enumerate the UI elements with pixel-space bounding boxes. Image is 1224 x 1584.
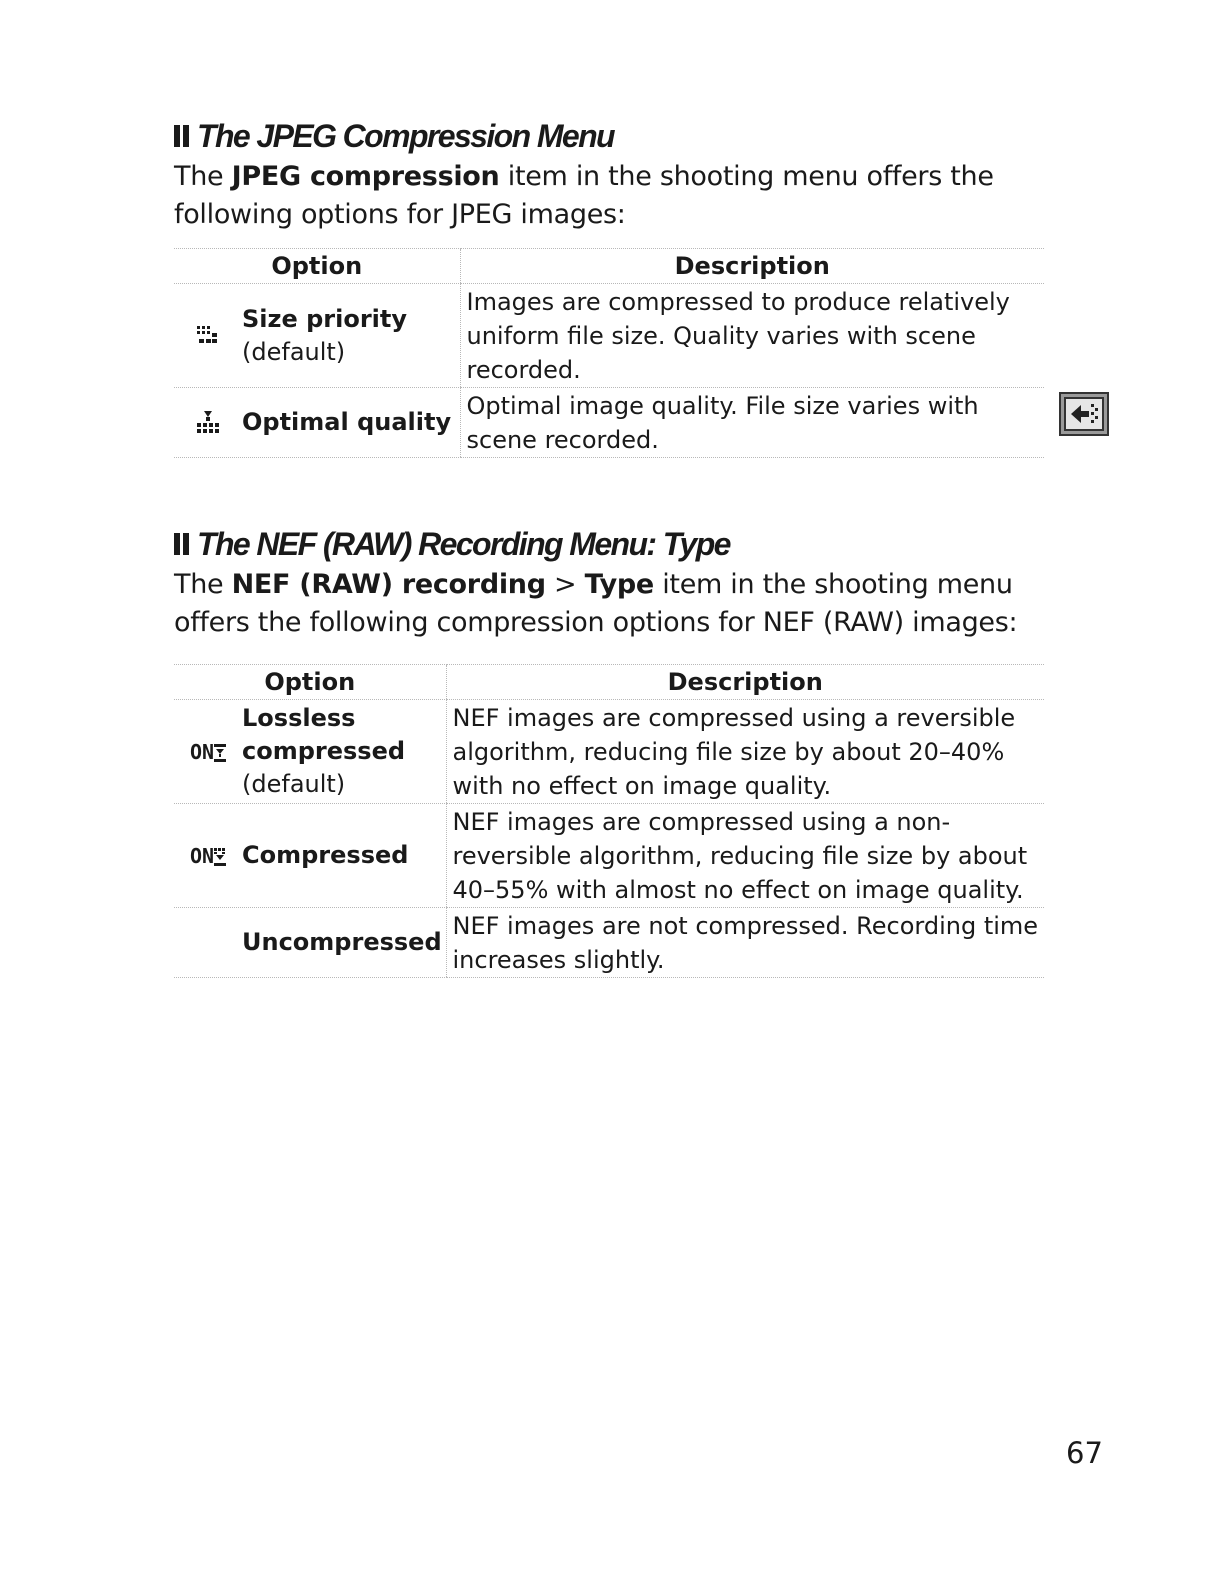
size-priority-icon — [174, 323, 242, 348]
table-row — [174, 284, 1044, 388]
jpeg-section — [174, 116, 1044, 458]
nef-intro: The NEF (RAW) recording > Type item in the shooting menu offers the following compression options for NEF (RAW) images: — [174, 569, 1018, 638]
column-header-description: Description — [460, 249, 1044, 284]
page-number: 67 — [1066, 1436, 1103, 1470]
shooting-menu-tab-icon — [1059, 392, 1109, 436]
jpeg-section-title: The JPEG Compression Menu — [174, 116, 1044, 156]
compressed-icon: ON — [174, 844, 242, 868]
jpeg-intro: The JPEG compression item in the shooting menu offers the following options for JPEG images: — [174, 161, 994, 230]
nef-section — [174, 524, 1044, 978]
table-row — [174, 388, 1044, 458]
column-header-option: Option — [174, 665, 446, 700]
option-description: NEF images are not compressed. Recording time increases slightly. — [446, 908, 1044, 978]
optimal-quality-icon — [174, 410, 242, 436]
column-header-option: Option — [174, 249, 460, 284]
table-row — [174, 804, 1044, 908]
option-description: NEF images are compressed using a reversible algorithm, reducing file size by about 20–40% with no effect on image quality. — [446, 700, 1044, 804]
option-name: Compressed — [242, 841, 409, 869]
option-name: Uncompressed — [242, 928, 442, 956]
option-default-note: (default) — [242, 770, 346, 798]
option-name-cont: compressed — [242, 737, 406, 765]
section-marker-icon — [174, 533, 189, 555]
column-header-description: Description — [446, 665, 1044, 700]
option-name: Size priority — [242, 304, 408, 333]
table-row — [174, 908, 1044, 978]
jpeg-options-table — [174, 248, 1044, 458]
option-name: Lossless — [242, 704, 356, 732]
option-description: Optimal image quality. File size varies with scene recorded. — [460, 388, 1044, 458]
section-marker-icon — [174, 125, 189, 147]
option-name: Optimal quality — [242, 408, 452, 436]
option-default-note: (default) — [242, 337, 346, 366]
table-header-row — [174, 249, 1044, 284]
option-description: Images are compressed to produce relatively uniform file size. Quality varies with scene recorded. — [460, 284, 1044, 388]
table-header-row — [174, 665, 1044, 700]
option-description: NEF images are compressed using a non-reversible algorithm, reducing file size by about 40–55% with almost no effect on image quality. — [446, 804, 1044, 908]
nef-options-table — [174, 664, 1044, 978]
lossless-compressed-icon: ON — [174, 740, 242, 764]
nef-section-title: The NEF (RAW) Recording Menu: Type — [174, 524, 1044, 564]
table-row — [174, 700, 1044, 804]
